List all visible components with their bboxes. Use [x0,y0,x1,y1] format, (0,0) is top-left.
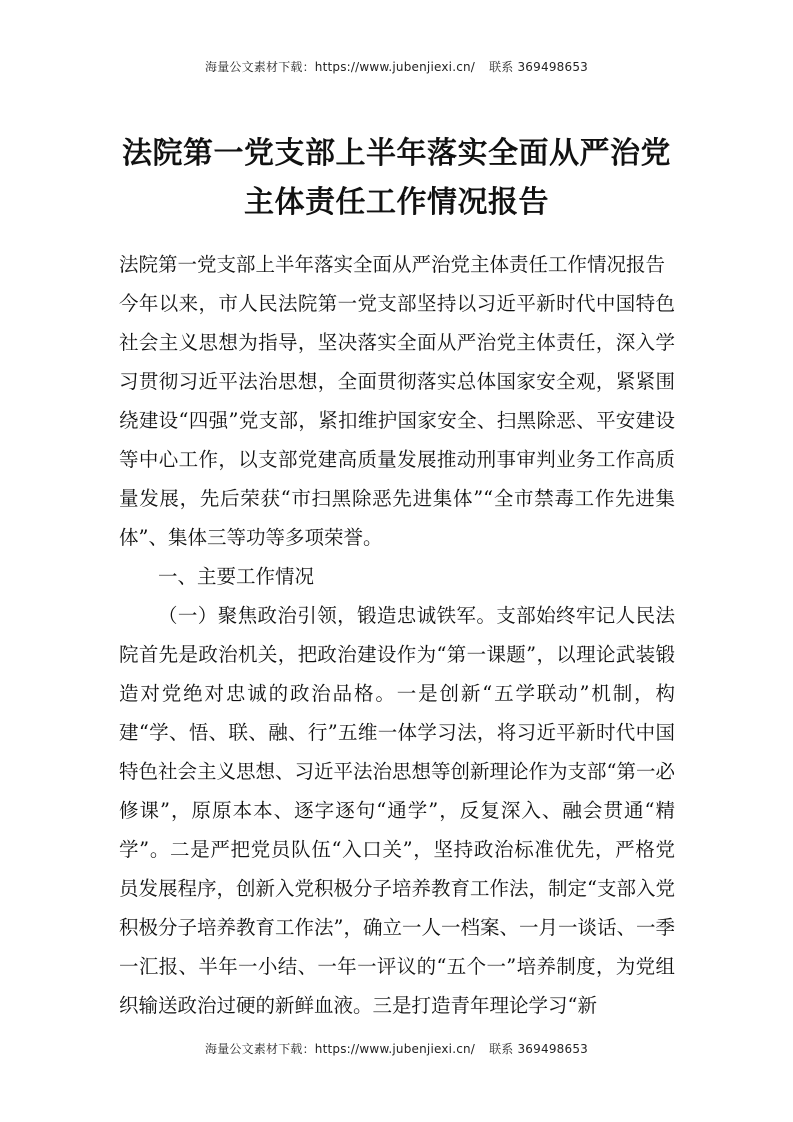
header-download-text: 海量公文素材下载：https://www.jubenjiexi.cn/ [205,60,476,74]
document-body [119,245,675,1025]
paragraph-political-leadership: （一）聚焦政治引领，锻造忠诚铁军。支部始终牢记人民法院首先是政治机关，把政治建设作为“第一课题”，以理论武装锻造对党绝对忠诚的政治品格。一是创新“五学联动”机制，构建“学、悟、联、融、行”五维一体学习法，将习近平新时代中国特色社会主义思想、习近平法治思想等创新理论作为支部“第一必修课”，原原本本、逐字逐句“通学”，反复深入、融会贯通“精学”。二是严把党员队伍“入口关”，坚持政治标准优先，严格党员发展程序，创新入党积极分子培养教育工作法，制定“支部入党积极分子培养教育工作法”，确立一人一档案、一月一谈话、一季一汇报、半年一小结、一年一评议的“五个一”培养制度，为党组织输送政治过硬的新鲜血液。三是打造青年理论学习“新 [119,604,675,1017]
header-contact: 联系 369498653 [489,60,588,74]
page-header [0,58,793,75]
document-title-line-1: 法院第一党支部上半年落实全面从严治党 [122,136,671,171]
paragraph-report-name: 法院第一党支部上半年落实全面从严治党主体责任工作情况报告 [119,253,666,276]
document-title-line-2: 主体责任工作情况报告 [244,185,549,220]
section-heading-main-work: 一、主要工作情况 [158,565,315,588]
page-footer [0,1040,793,1057]
footer-download-text: 海量公文素材下载：https://www.jubenjiexi.cn/ [205,1042,476,1056]
paragraph-intro: 今年以来，市人民法院第一党支部坚持以习近平新时代中国特色社会主义思想为指导，坚决落实全面从严治党主体责任，深入学习贯彻习近平法治思想，全面贯彻落实总体国家安全观，紧紧围绕建设“四强”党支部，紧扣维护国家安全、扫黑除恶、平安建设等中心工作，以支部党建高质量发展推动刑事审判业务工作高质量发展，先后荣获“市扫黑除恶先进集体”“全市禁毒工作先进集体”、集体三等功等多项荣誉。 [119,292,675,549]
footer-contact: 联系 369498653 [489,1042,588,1056]
